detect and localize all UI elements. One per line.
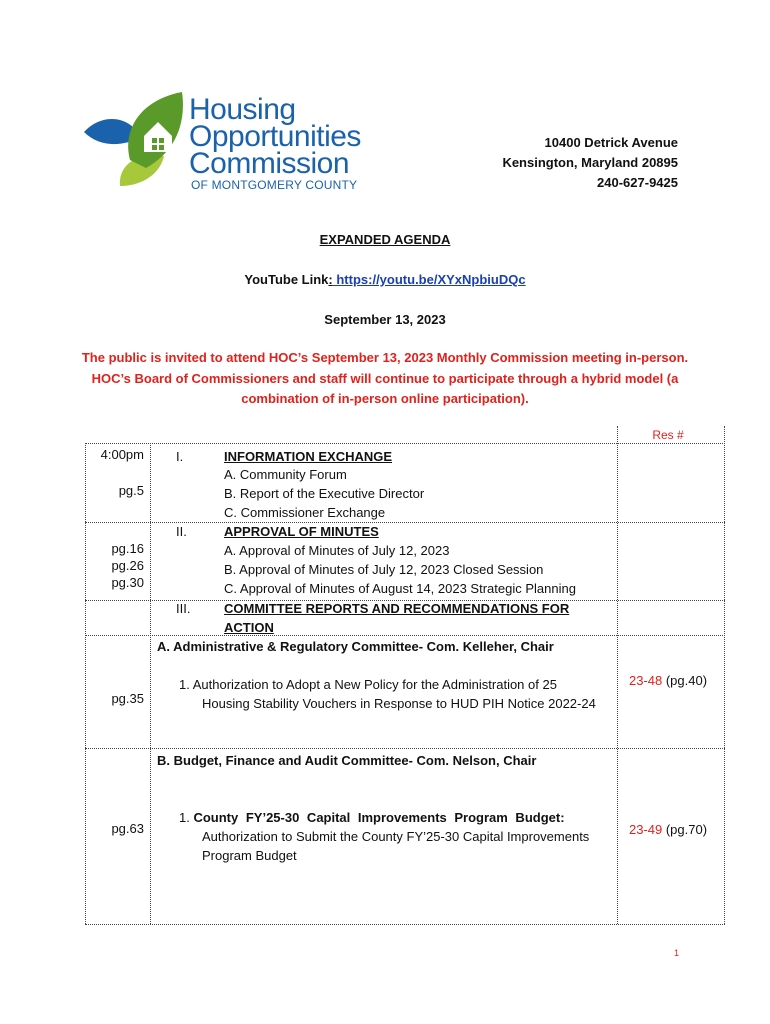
meeting-date: September 13, 2023	[324, 312, 446, 327]
page-ref: pg.5	[118, 483, 144, 498]
page-ref: pg.16	[111, 541, 144, 556]
page-ref: pg.26	[111, 558, 144, 573]
table-rule	[85, 924, 725, 925]
resolution-ref	[620, 820, 716, 839]
agenda-subitem: B. Report of the Executive Director	[224, 486, 425, 501]
address-street: 10400 Detrick Avenue	[544, 135, 678, 150]
page-ref: pg.63	[111, 821, 144, 836]
resolution-number: 23-48	[628, 673, 663, 688]
agenda-item	[179, 808, 613, 827]
resolution-page: (pg.70)	[662, 822, 708, 837]
committee-heading: A. Administrative & Regulatory Committee- Com. Kelleher, Chair	[157, 639, 554, 654]
table-rule	[85, 443, 86, 924]
page-ref: pg.30	[111, 575, 144, 590]
table-rule	[724, 426, 725, 924]
section-heading-cont: ACTION	[224, 620, 274, 635]
section-heading: INFORMATION EXCHANGE	[224, 449, 393, 464]
resolution-number: 23-49	[628, 822, 663, 837]
logo-text-housing: Housing	[189, 93, 296, 126]
section-numeral: II.	[176, 524, 187, 539]
address-city: Kensington, Maryland 20895	[502, 155, 678, 170]
agenda-title: EXPANDED AGENDA	[319, 232, 451, 247]
table-rule	[85, 748, 725, 749]
committee-heading: B. Budget, Finance and Audit Committee- Com. Nelson, Chair	[157, 753, 537, 768]
page-number: 1	[674, 948, 680, 958]
agenda-item-cont: Program Budget	[202, 848, 297, 863]
agenda-subitem: A. Community Forum	[224, 467, 347, 482]
logo-text-county: OF MONTGOMERY COUNTY	[191, 178, 358, 192]
table-rule	[617, 426, 618, 924]
section-numeral: III.	[176, 601, 191, 616]
item-number: 1.	[179, 810, 190, 825]
public-notice: The public is invited to attend HOC’s September 13, 2023 Monthly Commission meeting in-person. HOC’s Board of Commissioners and staff will continue to participate through a hybrid model (a combination of in-person online participation).	[81, 350, 689, 406]
agenda-subitem: A. Approval of Minutes of July 12, 2023	[224, 543, 450, 558]
agenda-subitem: C. Commissioner Exchange	[224, 505, 386, 520]
agenda-item-cont: Authorization to Submit the County FY’25-30 Capital Improvements	[202, 829, 590, 844]
agenda-item: 1. Authorization to Adopt a New Policy for the Administration of 25	[179, 677, 557, 692]
section-heading: COMMITTEE REPORTS AND RECOMMENDATIONS FOR	[224, 601, 570, 616]
item-title: County FY’25-30 Capital Improvements Program Budget:	[193, 810, 565, 825]
section-heading: APPROVAL OF MINUTES	[224, 524, 379, 539]
youtube-link[interactable]: https://youtu.be/XYxNpbiuDQc	[332, 272, 526, 287]
section-numeral: I.	[176, 449, 184, 464]
youtube-label: YouTube Link	[244, 272, 329, 287]
resolution-ref	[620, 671, 716, 690]
hoc-logo-mark-icon	[82, 90, 192, 190]
resolution-page: (pg.40)	[662, 673, 708, 688]
logo-text-commission: Commission	[189, 147, 350, 180]
agenda-subitem: B. Approval of Minutes of July 12, 2023 Closed Session	[224, 562, 544, 577]
youtube-line	[0, 272, 770, 287]
page-ref: pg.35	[111, 691, 144, 706]
table-rule	[150, 443, 151, 924]
agenda-item-cont: Housing Stability Vouchers in Response to HUD PIH Notice 2022-24	[202, 696, 596, 711]
agenda-time: 4:00pm	[100, 447, 144, 462]
address-phone: 240-627-9425	[597, 175, 678, 190]
table-rule	[85, 635, 725, 636]
logo-text-opportunities: Opportunities	[189, 120, 361, 153]
agenda-subitem: C. Approval of Minutes of August 14, 2023 Strategic Planning	[224, 581, 576, 596]
youtube-colon: :	[328, 272, 333, 287]
res-column-header: Res #	[652, 428, 684, 442]
